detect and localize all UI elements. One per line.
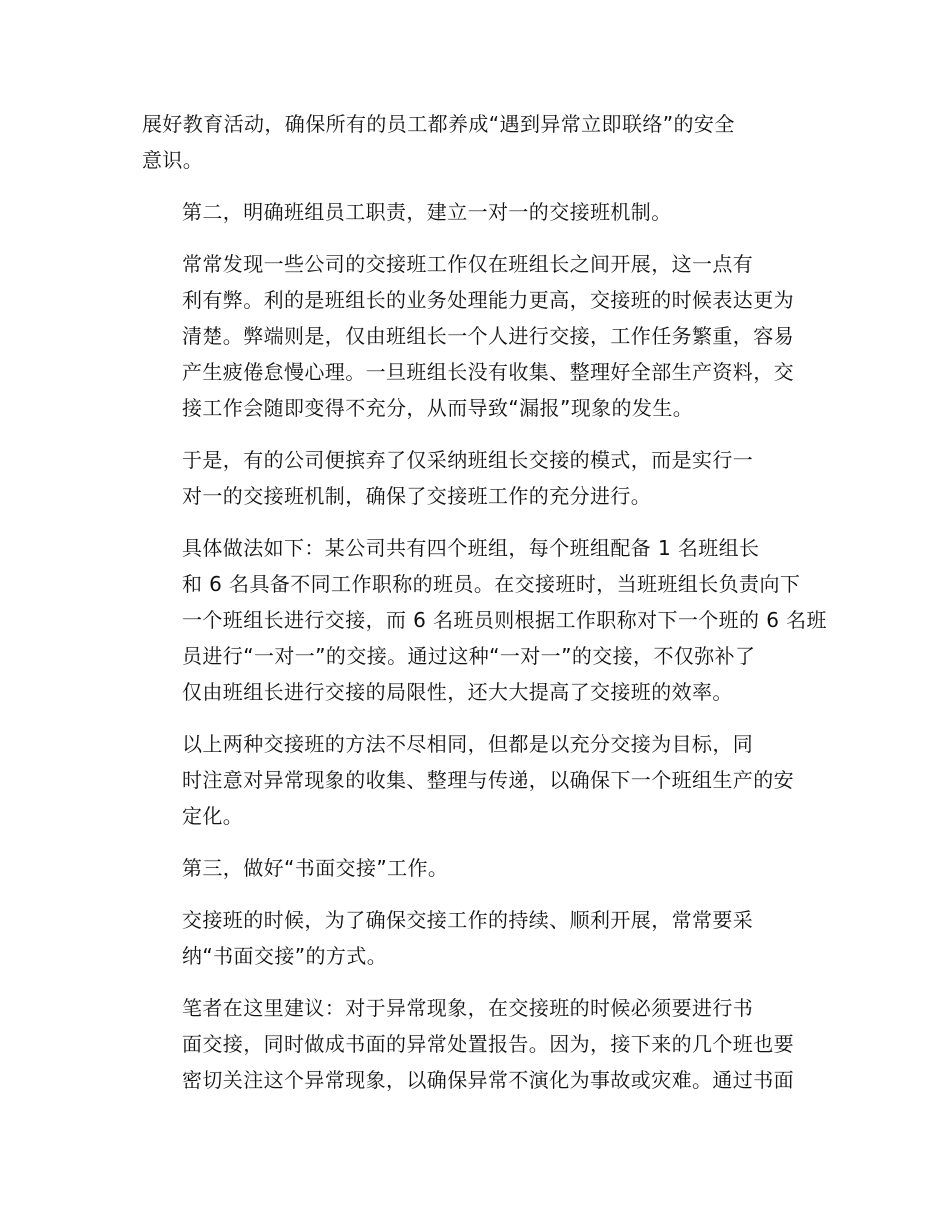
text-line: 接工作会随即变得不充分，从而导致“漏报”现象的发生。 [182,396,694,420]
text-line: 时注意对异常现象的收集、整理与传递，以确保下一个班组生产的安 [182,768,794,792]
text-line: 利有弊。利的是班组长的业务处理能力更高，交接班的时候表达更为 [182,288,794,312]
text-line: 和 6 名具备不同工作职称的班员。在交接班时，当班班组长负责向下 [182,572,801,596]
text-line: 第二，明确班组员工职责，建立一对一的交接班机制。 [182,200,672,224]
text-line: 展好教育活动，确保所有的员工都养成“遇到异常立即联络”的安全 [142,112,735,136]
paragraph [142,442,802,514]
text-line: 产生疲倦怠慢心理。一旦班组长没有收集、整理好全部生产资料，交 [182,360,794,384]
text-line: 定化。 [182,804,244,828]
text-line: 第三，做好“书面交接”工作。 [182,856,449,880]
text-line: 具体做法如下：某公司共有四个班组，每个班组配备 1 名班组长 [182,536,760,560]
paragraph [142,726,802,834]
text-line: 对一的交接班机制，确保了交接班工作的充分进行。 [182,484,652,508]
text-line: 纳“书面交接”的方式。 [182,944,388,968]
paragraph [142,106,802,178]
paragraph [142,246,802,426]
text-line: 面交接，同时做成书面的异常处置报告。因为，接下来的几个班也要 [182,1032,794,1056]
document-body [142,106,827,1114]
paragraph [142,902,802,974]
paragraph [142,850,802,886]
paragraph [142,530,827,710]
paragraph [142,990,802,1098]
text-line: 员进行“一对一”的交接。通过这种“一对一”的交接，不仅弥补了 [182,644,756,668]
text-line: 仅由班组长进行交接的局限性，还大大提高了交接班的效率。 [182,680,733,704]
text-line: 以上两种交接班的方法不尽相同，但都是以充分交接为目标，同 [182,732,754,756]
text-line: 笔者在这里建议：对于异常现象，在交接班的时候必须要进行书 [182,996,754,1020]
paragraph [142,194,802,230]
text-line: 密切关注这个异常现象，以确保异常不演化为事故或灾难。通过书面 [182,1068,794,1092]
text-line: 一个班组长进行交接，而 6 名班员则根据工作职称对下一个班的 6 名班 [182,608,827,632]
text-line: 交接班的时候，为了确保交接工作的持续、顺利开展，常常要采 [182,908,754,932]
text-line: 于是，有的公司便摈弃了仅采纳班组长交接的模式，而是实行一 [182,448,754,472]
text-line: 常常发现一些公司的交接班工作仅在班组长之间开展，这一点有 [182,252,754,276]
text-line: 清楚。弊端则是，仅由班组长一个人进行交接，工作任务繁重，容易 [182,324,794,348]
text-line: 意识。 [142,148,204,172]
